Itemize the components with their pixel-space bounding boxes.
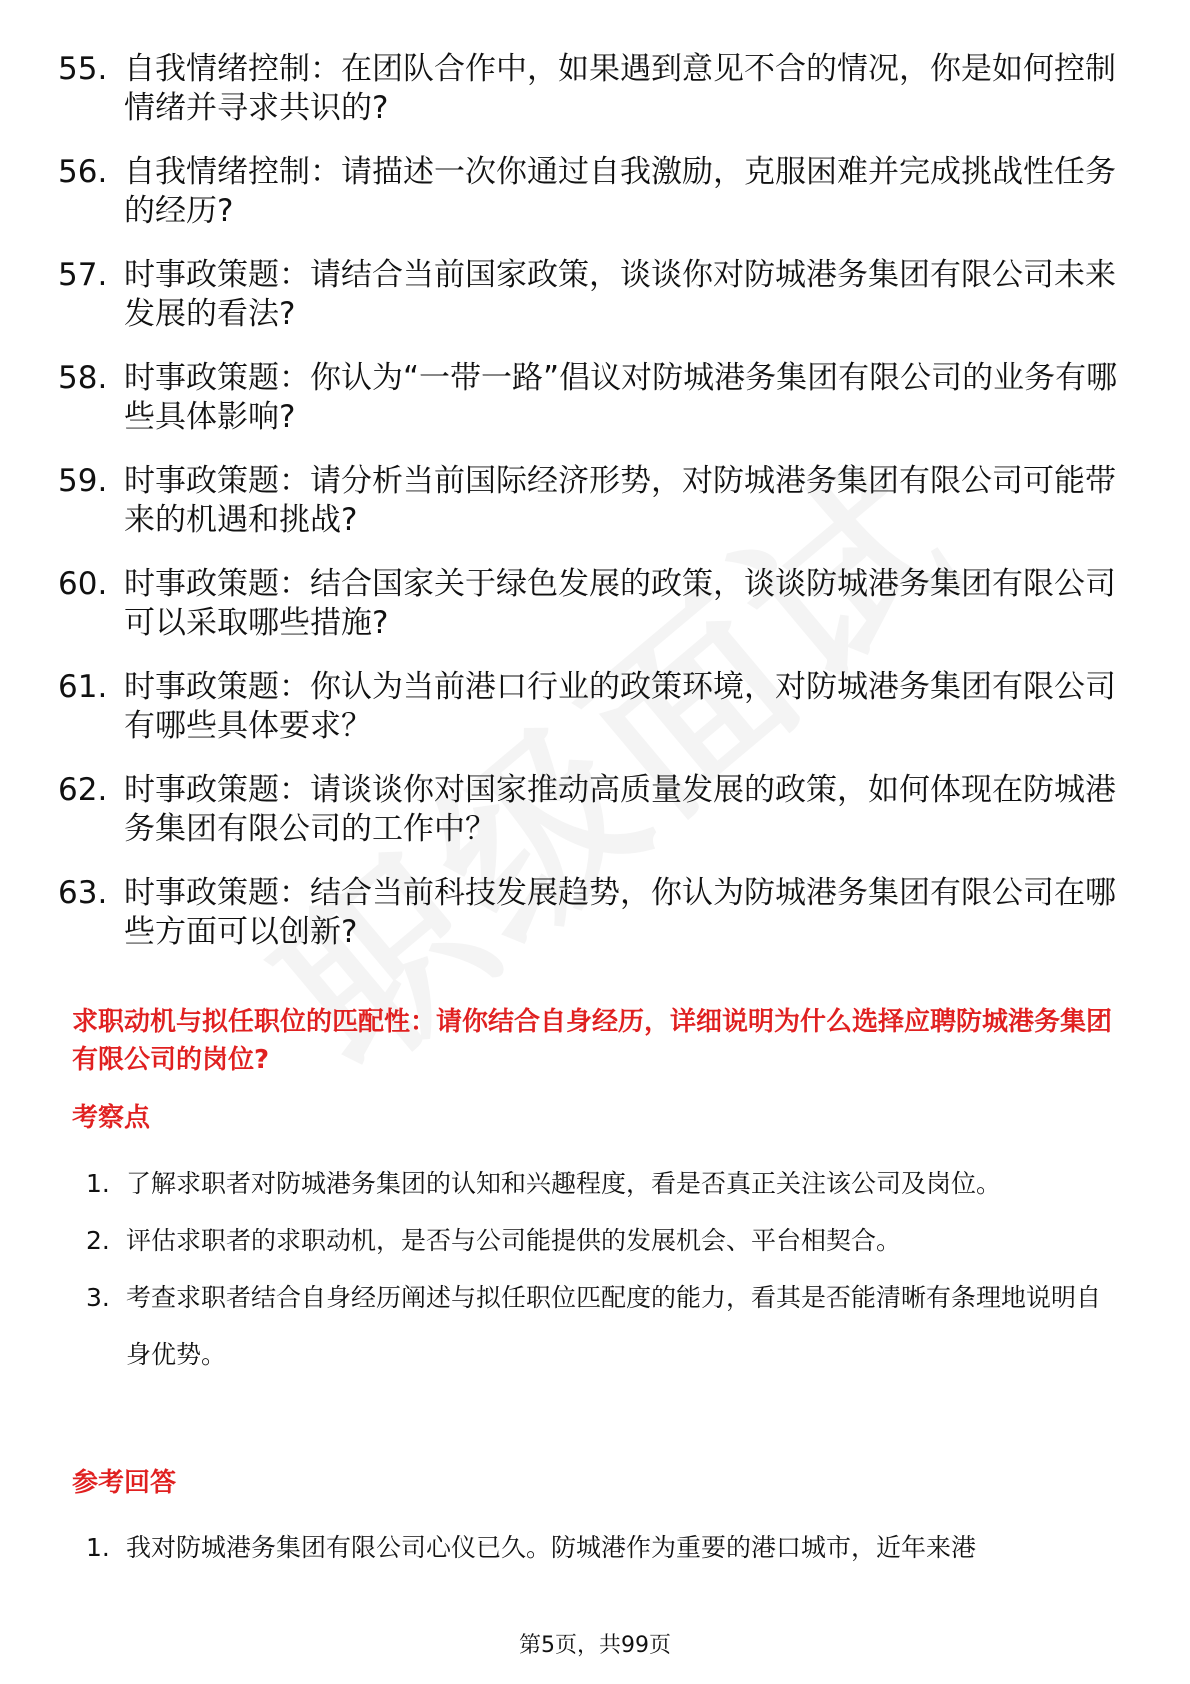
question-text: 自我情绪控制：在团队合作中，如果遇到意见不合的情况，你是如何控制情绪并寻求共识的?: [124, 51, 1116, 126]
section-title: 求职动机与拟任职位的匹配性：请你结合自身经历，详细说明为什么选择应聘防城港务集团有限公司的岗位?: [72, 1007, 1113, 1075]
question-item: [58, 153, 1118, 231]
question-item: [58, 50, 1118, 128]
question-number: 56.: [58, 154, 108, 190]
answer-point: [86, 1519, 1116, 1576]
question-text: 时事政策题：你认为“一带一路”倡议对防城港务集团有限公司的业务有哪些具体影响?: [124, 360, 1118, 435]
point-number: 2.: [86, 1226, 110, 1255]
question-text: 时事政策题：结合当前科技发展趋势，你认为防城港务集团有限公司在哪些方面可以创新?: [124, 875, 1116, 950]
answer-heading: 参考回答: [72, 1468, 177, 1498]
point-text: 我对防城港务集团有限公司心仪已久。防城港作为重要的港口城市，近年来港: [126, 1533, 977, 1562]
answer-list: [86, 1519, 1116, 1576]
page-number: 第5页，共99页: [519, 1633, 671, 1658]
question-number: 55.: [58, 51, 108, 87]
question-text: 时事政策题：结合国家关于绿色发展的政策，谈谈防城港务集团有限公司可以采取哪些措施?: [124, 566, 1116, 641]
assessment-list: [86, 1155, 1116, 1383]
question-item: [58, 874, 1118, 952]
question-item: [58, 462, 1118, 540]
question-number: 57.: [58, 257, 108, 293]
question-item: [58, 359, 1118, 437]
question-item: [58, 256, 1118, 334]
question-number: 61.: [58, 669, 108, 705]
question-item: [58, 668, 1118, 746]
question-text: 时事政策题：你认为当前港口行业的政策环境，对防城港务集团有限公司有哪些具体要求？: [124, 669, 1116, 744]
assessment-point: [86, 1212, 1116, 1269]
assessment-point: [86, 1155, 1116, 1212]
question-number: 60.: [58, 566, 108, 602]
question-text: 时事政策题：请分析当前国际经济形势，对防城港务集团有限公司可能带来的机遇和挑战?: [124, 463, 1116, 538]
question-number: 62.: [58, 772, 108, 808]
question-number: 58.: [58, 360, 108, 396]
assessment-point: [86, 1269, 1116, 1383]
question-number: 63.: [58, 875, 108, 911]
question-text: 时事政策题：请结合当前国家政策，谈谈你对防城港务集团有限公司未来发展的看法?: [124, 257, 1116, 332]
point-number: 1.: [86, 1533, 110, 1562]
point-number: 3.: [86, 1283, 110, 1312]
point-text: 考查求职者结合自身经历阐述与拟任职位匹配度的能力，看其是否能清晰有条理地说明自身优势。: [126, 1283, 1102, 1369]
question-item: [58, 565, 1118, 643]
question-text: 自我情绪控制：请描述一次你通过自我激励，克服困难并完成挑战性任务的经历?: [124, 154, 1116, 229]
question-text: 时事政策题：请谈谈你对国家推动高质量发展的政策，如何体现在防城港务集团有限公司的工作中？: [124, 772, 1116, 847]
assessment-heading: 考察点: [72, 1103, 151, 1133]
question-number: 59.: [58, 463, 108, 499]
point-text: 评估求职者的求职动机，是否与公司能提供的发展机会、平台相契合。: [126, 1226, 902, 1255]
point-text: 了解求职者对防城港务集团的认知和兴趣程度，看是否真正关注该公司及岗位。: [126, 1169, 1002, 1198]
question-list: [58, 50, 1118, 977]
question-item: [58, 771, 1118, 849]
point-number: 1.: [86, 1169, 110, 1198]
